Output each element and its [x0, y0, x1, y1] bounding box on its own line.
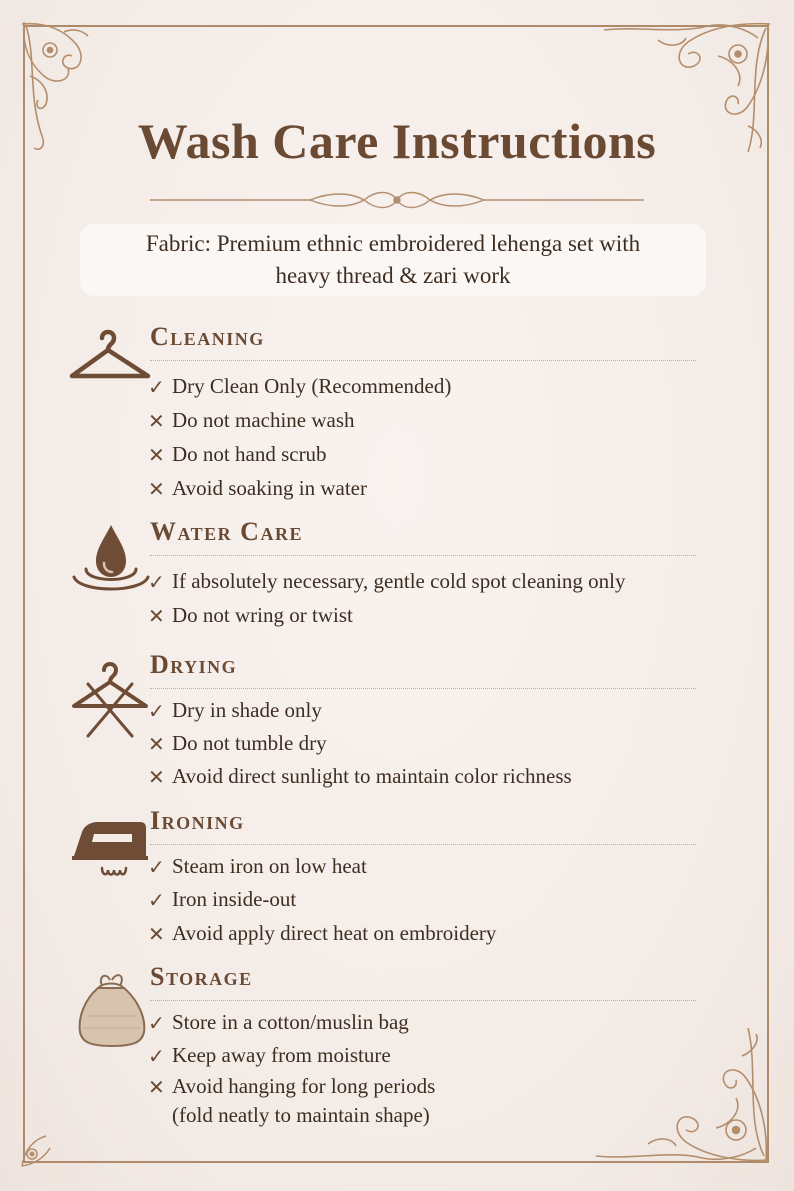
section-heading: Drying [150, 650, 238, 679]
section-storage [68, 962, 708, 1142]
section-heading: Storage [150, 962, 253, 991]
hanger-icon [68, 326, 154, 390]
list-item: ✓ Steam iron on low heat [148, 854, 367, 879]
fabric-line-2: heavy thread & zari work [275, 263, 511, 288]
section-divider [150, 360, 696, 361]
cross-icon: ✕ [148, 765, 165, 789]
list-item: ✕ Avoid hanging for long periods [148, 1074, 436, 1099]
check-icon: ✓ [148, 855, 165, 879]
list-item: ✕ Avoid apply direct heat on embroidery [148, 921, 497, 946]
list-item: ✓ Iron inside-out [148, 887, 297, 912]
cross-icon: ✕ [148, 1075, 165, 1099]
list-item: ✕ Do not hand scrub [148, 442, 327, 467]
section-divider [150, 844, 696, 845]
steam-iron-icon [68, 814, 154, 888]
list-item: ✓ If absolutely necessary, gentle cold spot cleaning only [148, 569, 626, 594]
section-cleaning [68, 322, 708, 502]
check-icon: ✓ [148, 1044, 165, 1068]
section-divider [150, 1000, 696, 1001]
list-item: ✕ Do not machine wash [148, 408, 355, 433]
page-title: Wash Care Instructions [137, 113, 657, 169]
section-water-care [68, 517, 708, 627]
list-item: ✓ Dry in shade only [148, 698, 322, 723]
list-item: ✕ Do not wring or twist [148, 603, 353, 628]
section-heading: Cleaning [150, 322, 265, 351]
title-divider-ornament [150, 188, 644, 212]
section-heading: Water Care [150, 517, 303, 546]
cross-icon: ✕ [148, 443, 165, 467]
list-item: ✕ Avoid direct sunlight to maintain color richness [148, 764, 572, 789]
bottom-left-ornament [16, 1128, 56, 1172]
check-icon: ✓ [148, 699, 165, 723]
cross-icon: ✕ [148, 732, 165, 756]
no-hanger-drying-icon [68, 658, 154, 748]
cross-icon: ✕ [148, 922, 165, 946]
water-drop-icon [68, 519, 154, 603]
check-icon: ✓ [148, 1011, 165, 1035]
cross-icon: ✕ [148, 409, 165, 433]
list-item: ✕ Avoid soaking in water [148, 476, 367, 501]
list-item: ✕ Do not tumble dry [148, 731, 327, 756]
section-heading: Ironing [150, 806, 245, 835]
fabric-description-box [80, 224, 706, 296]
list-item: ✓ Keep away from moisture [148, 1043, 391, 1068]
section-divider [150, 688, 696, 689]
section-ironing [68, 806, 708, 946]
muslin-bag-icon [68, 966, 154, 1054]
section-drying [68, 650, 708, 790]
section-divider [150, 555, 696, 556]
fabric-line-1: Fabric: Premium ethnic embroidered lehenga set with [145, 231, 641, 256]
check-icon: ✓ [148, 888, 165, 912]
cross-icon: ✕ [148, 477, 165, 501]
list-item: ✓ Store in a cotton/muslin bag [148, 1010, 409, 1035]
list-item: ✓ Dry Clean Only (Recommended) [148, 374, 452, 399]
cross-icon: ✕ [148, 604, 165, 628]
check-icon: ✓ [148, 570, 165, 594]
list-item-continuation: (fold neatly to maintain shape) [172, 1103, 430, 1127]
check-icon: ✓ [148, 375, 165, 399]
